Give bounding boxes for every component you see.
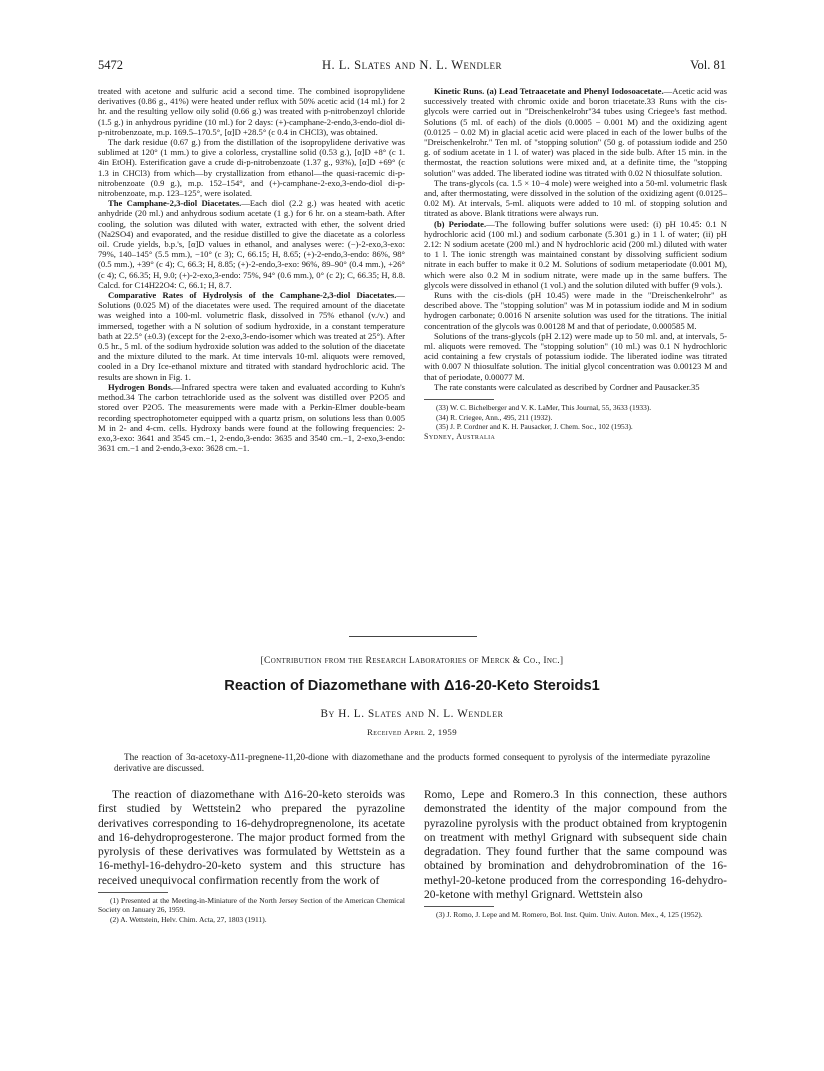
article-byline: By H. L. Slates and N. L. Wendler (320, 708, 504, 720)
left-column (98, 86, 405, 453)
paragraph (424, 219, 727, 290)
author-location: Sydney, Australia (424, 431, 496, 441)
footnote-rule (424, 399, 494, 400)
paragraph: Solutions of the trans-glycols (pH 2.12) were made up to 50 ml. and, at intervals, 5-ml. aliquots were removed. The "stopping solution" (10 ml.) was 0.1 N hydrochloric acid containing a few crystals of potassium iodide. The liberated iodine was titrated with 0.007 N thiosulfate solution. The initial glycol concentration was 0.00123 M and that of periodate, 0.00077 M. (424, 330, 727, 382)
paragraph: The dark residue (0.67 g.) from the distillation of the isopropylidene derivative was sublimed at 120° (1 mm.) to give a colorless, crystalline solid (0.53 g.), [α]D +8° (c 1. 4in EtOH). Esterification gave a crude di-p-nitrobenzoate (1.37 g., 93%), [α]D +69° (c 1.3 in CHCl3) from which—by crystallization from ethanol—the quasi-racemic di-p-nitrobenzoate (0.9 g.), m.p. 152–154°, and (+)-camphane-2-exo,3-endo-diol di-p-nitrobenzoate, m.p. 123–125°, were isolated. (98, 137, 405, 199)
article-divider (349, 636, 477, 637)
paragraph: The rate constants were calculated as described by Cordner and Pausacker.35 (434, 381, 700, 392)
paragraph-text: —Each diol (2.2 g.) was heated with acetic anhydride (20 ml.) and anhydrous sodium acetate (1 g.) for 6 hr. on a steam-bath. After cooling, the solution was diluted with water, extracted with ether, the solvent dried (Na2SO4) and evaporated, and the residue distilled to give the diacetate as a colorless oil. Crude yields, b.p.'s, [α]D values in ethanol, and analyses were: (−)-2-exo,3-exo: 79%, 140–145° (5.5 mm.), −10° (c 3); C, 66.15; H, 8.65; (+)-2-endo,3-endo: 86%, 98° (0.5 mm.), +39° (c 4); C, 66.3; H, 8.85; (+)-2-endo,3-exo: 96%, 89–90° (0.4 mm.), +26° (c 4); C, 66.35; H, 9.0; (+)-2-exo,3-endo: 75%, 94° (0.6 mm.), 0° (c 2); C, 66.35; H, 8.8. Calcd. for C14H22O4: C, 66.1; H, 8.7. (98, 198, 405, 290)
footnote: (33) W. C. Bichelberger and V. K. LaMer, This Journal, 55, 3633 (1933). (436, 403, 652, 413)
article-body-right (424, 788, 727, 920)
right-column (424, 86, 727, 442)
paragraph-text: —Solutions (0.025 M) of the diacetates were used. The required amount of the diacetate was weighed into a 100-ml. volumetric flask, dissolved in 75% ethanol (v./v.) and immersed, together with a N solution of sodium hydroxide, in a constant temperature bath at 22.5° (±0.3) (except for the 2-exo,3-endo-isomer which was treated at 25°). After 0.5 hr., 5 ml. of the sodium hydroxide solution was added to the solution of the diacetate and the mixture diluted to the mark. At time intervals 10-ml. aliquots were removed, cooled in a Dry Ice-ethanol mixture and titrated with standard hydrochloric acid. The results are shown in Fig. 1. (98, 290, 405, 382)
volume-label: Vol. 81 (690, 58, 726, 72)
page-number: 5472 (98, 58, 123, 72)
footnote: (34) R. Criegee, Ann., 495, 211 (1932). (436, 412, 553, 422)
paragraph: The trans-glycols (ca. 1.5 × 10−4 mole) were weighed into a 50-ml. volumetric flask and, after thermostating, were dissolved in the solution of the oxidizing agent (0.0125–0.02 M). At intervals, 5-ml. aliquots were added to 10 ml. of stopping solution and titrated as above. Blank titrations were always run. (424, 177, 727, 219)
article-title: Reaction of Diazomethane with Δ16-20-Keto Steroids1 (224, 678, 600, 694)
paragraph: Romo, Lepe and Romero.3 In this connection, these authors demonstrated the identity of the major compound from the pyrazoline pyrolysis with the product obtained from kryptogenin on treatment with methyl Grignard with subsequent side chain degradation. They found further that the same compound was obtained by bromination and dehydrobromination of the 16-methyl-20-ketone produced from the corresponding 16-dehydro-20-ketone with methyl Grignard. Wettstein also (424, 789, 727, 902)
running-head-authors: H. L. Slates and N. L. Wendler (321, 58, 503, 72)
paragraph-text: —Acetic acid was successively treated with chromic oxide and boron triacetate.33 Runs with the cis-glycols were carried out in "Dreischenkelrohr"34 tubes using Criegee's fast method. Solutions (5 ml. of each) of the diols (0.0005 − 0.001 M) and the oxidizing agent (0.0125 − 0.02 M) in glacial acetic acid were placed in each of the lower bulbs of the "Dreischenkelrohr." Ten ml. of "stopping solution" (50 g. of potassium iodide and 250 g. of sodium acetate in 1 l. of water) was placed in the side bulb. After 15 min. in the thermostat, the reaction solutions were mixed and, at a definite time, the "stopping solution" was added. The liberated iodine was titrated with 0.02 N thiosulfate solution. (424, 86, 727, 178)
section-heading: The Camphane-2,3-diol Diacetates. (108, 198, 242, 209)
abstract: The reaction of 3α-acetoxy-Δ11-pregnene-11,20-dione with diazomethane and the products formed consequent to pyrolysis of the intermediate pyrazoline derivative are discussed. (114, 752, 710, 773)
footnote: (3) J. Romo, J. Lepe and M. Romero, Bol. Inst. Quim. Univ. Auton. Mex., 4, 125 (1952). (436, 910, 703, 920)
paragraph (98, 382, 405, 453)
article-body-left (98, 788, 405, 924)
paragraph (98, 290, 405, 382)
paragraph (424, 86, 727, 178)
paragraph (98, 198, 405, 290)
section-heading: Kinetic Runs. (a) Lead Tetraacetate and Phenyl Iodosoacetate. (434, 86, 664, 96)
running-head (98, 58, 726, 74)
footnote: (2) A. Wettstein, Helv. Chim. Acta, 27, 1803 (1911). (110, 914, 267, 924)
paragraph: Runs with the cis-diols (pH 10.45) were made in the "Dreischenkelrohr" as described above. The "stopping solution" was M in potassium iodide and M in sodium hydrogen carbonate; 0.0016 N arsenite solution was used for the titrations. The initial concentration of the glycols was 0.00128 M and that of periodate, 0.000585 M. (424, 290, 727, 331)
paragraph-text: —Infrared spectra were taken and evaluated according to Kuhn's method.34 The carbon tetrachloride used as the solvent was distilled over P2O5 and stored over P2O5. The measurements were made with a Perkin-Elmer double-beam recording spectrophotometer equipped with a quartz prism, on solutions less than 0.005 M in 2- and 4-cm. cells. Hydroxy bands were found at the following frequencies: 2-exo,3-exo: 3641 and 3545 cm.−1, 2-endo,3-endo: 3635 and 3540 cm.−1, 2-exo,3-endo: 3631 cm.−1 and 2-endo,3-exo: 3628 cm.−1. (98, 381, 405, 454)
section-heading: (b) Periodate. (434, 218, 487, 229)
footnote: (1) Presented at the Meeting-in-Miniature of the North Jersey Section of the American Chemical Society on January 26, 1959. (98, 896, 405, 915)
footnote: (35) J. P. Cordner and K. H. Pausacker, J. Chem. Soc., 102 (1953). (436, 422, 633, 432)
paragraph: treated with acetone and sulfuric acid a second time. The combined isopropylidene derivatives (0.86 g., 41%) were heated under reflux with 50% acetic acid (14 ml.) for 2 hr. and the resulting yellow oily solid (0.66 g.) was treated with p-nitrobenzoyl chloride (1.5 g.) in anhydrous pyridine (10 ml.) for 2 days: (+)-camphane-2-endo,3-endo-diol di-p-nitrobenzoate, m.p. 169.5–170.5°, [α]D +28.5° (c 0.4 in CHCl3), was obtained. (98, 86, 405, 137)
footnote-rule (424, 906, 494, 907)
section-heading: Comparative Rates of Hydrolysis of the Camphane-2,3-diol Diacetates. (108, 290, 397, 301)
paragraph-text: —The following buffer solutions were used: (i) pH 10.45: 0.1 N hydrochloric acid (100 ml.) and sodium carbonate (5.301 g.) in 1 l. of water; (ii) pH 2.12: N sodium acetate (200 ml.) and N hydrochloric acid (200 ml.) diluted with water to 1 l. The ionic strength was maintained constant by dissolving sufficient sodium nitrate in each buffer to make it 0.2 M. Solutions of sodium metaperiodate (0.001 M), which were also 0.2 M in sodium nitrate, were made up in the same buffers. The glycols were dissolved in ethanol (1 vol.) and the solution diluted with buffer (9 vols.). (424, 218, 727, 290)
section-heading: Hydrogen Bonds. (108, 381, 173, 392)
contribution-line: [Contribution from the Research Laboratories of Merck & Co., Inc.] (260, 655, 564, 666)
received-date: Received April 2, 1959 (367, 727, 457, 737)
paragraph: The reaction of diazomethane with Δ16-20-keto steroids was first studied by Wettstein2 who prepared the pyrazoline derivatives corresponding to 16-dehydropregnenolone, its acetate and 16-dehydroprogesterone. The major product formed from the pyrolysis of these derivatives was formulated by Wettstein as a 16-methyl-16-dehydro-20-keto system and this structure has received unequivocal confirmation recently from the work of (98, 789, 405, 887)
footnote-rule (98, 892, 168, 893)
